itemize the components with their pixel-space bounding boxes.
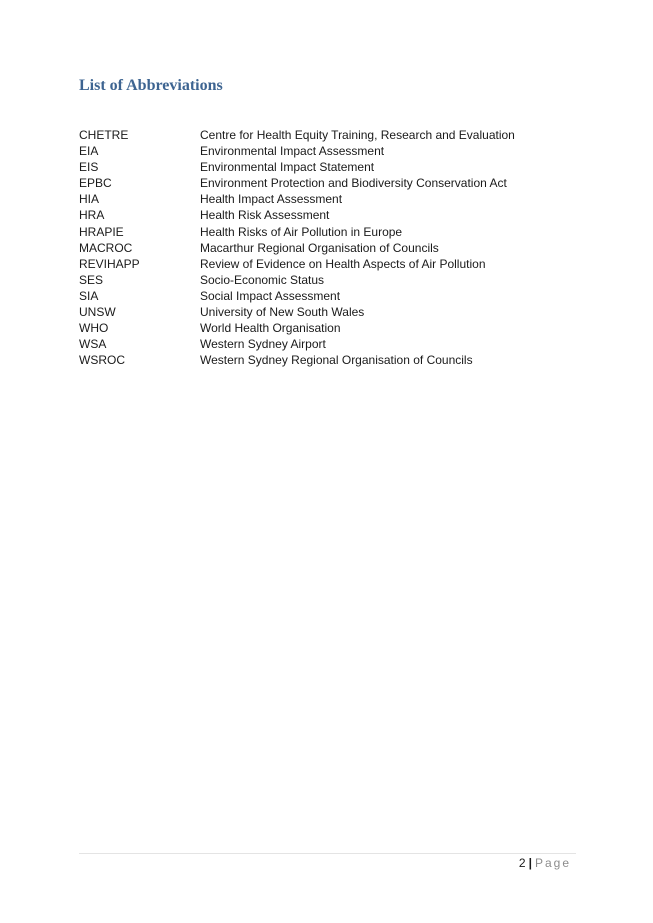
abbreviation-definition: Macarthur Regional Organisation of Councils: [200, 240, 439, 255]
abbreviation-term: REVIHAPP: [79, 256, 140, 271]
abbreviation-definition: Health Risk Assessment: [200, 208, 330, 223]
page-title: List of Abbreviations: [79, 77, 223, 94]
list-item: [79, 143, 579, 159]
abbreviation-term: HRAPIE: [79, 224, 124, 239]
list-item: [79, 320, 579, 336]
list-item: [79, 288, 579, 304]
page-label: Page: [534, 856, 571, 870]
footer-divider: [79, 853, 576, 854]
abbreviation-term: WHO: [79, 321, 109, 336]
abbreviation-definition: Environmental Impact Statement: [200, 160, 375, 175]
abbreviation-term: SES: [79, 272, 104, 287]
list-item: [79, 224, 579, 240]
list-item: [79, 191, 579, 207]
abbreviation-term: EIA: [79, 144, 99, 159]
abbreviation-definition: World Health Organisation: [200, 321, 341, 336]
abbreviation-term: UNSW: [79, 305, 116, 320]
abbreviation-definition: Socio-Economic Status: [200, 272, 325, 287]
abbreviation-term: WSA: [79, 337, 107, 352]
list-item: [79, 256, 579, 272]
footer-separator: |: [528, 856, 532, 870]
list-item: [79, 352, 579, 368]
abbreviation-term: EIS: [79, 160, 99, 175]
abbreviation-term: EPBC: [79, 176, 112, 191]
abbreviation-definition: Centre for Health Equity Training, Research and Evaluation: [200, 128, 515, 142]
abbreviation-term: HRA: [79, 208, 105, 223]
list-item: [79, 304, 579, 320]
page-number: 2: [518, 856, 526, 870]
abbreviation-definition: Social Impact Assessment: [200, 288, 341, 303]
abbreviation-definition: Health Impact Assessment: [200, 192, 343, 207]
list-item: [79, 175, 579, 191]
abbreviation-term: MACROC: [79, 240, 133, 255]
list-item: [79, 127, 579, 143]
abbreviation-term: WSROC: [79, 353, 125, 368]
abbreviation-definition: Health Risks of Air Pollution in Europe: [200, 224, 403, 239]
list-item: [79, 240, 579, 256]
abbreviation-definition: University of New South Wales: [200, 305, 365, 320]
page-footer: [519, 855, 571, 871]
list-item: [79, 207, 579, 223]
abbreviation-definition: Review of Evidence on Health Aspects of Air Pollution: [200, 256, 486, 271]
list-item: [79, 272, 579, 288]
abbreviation-definition: Western Sydney Airport: [200, 337, 326, 352]
abbreviation-list: [79, 127, 579, 368]
list-item: [79, 159, 579, 175]
abbreviation-term: CHETRE: [79, 128, 129, 142]
list-item: [79, 336, 579, 352]
abbreviation-definition: Environmental Impact Assessment: [200, 144, 385, 159]
abbreviation-term: SIA: [79, 288, 99, 303]
abbreviation-definition: Environment Protection and Biodiversity Conservation Act: [200, 176, 507, 191]
abbreviation-term: HIA: [79, 192, 100, 207]
abbreviation-definition: Western Sydney Regional Organisation of Councils: [200, 353, 473, 368]
